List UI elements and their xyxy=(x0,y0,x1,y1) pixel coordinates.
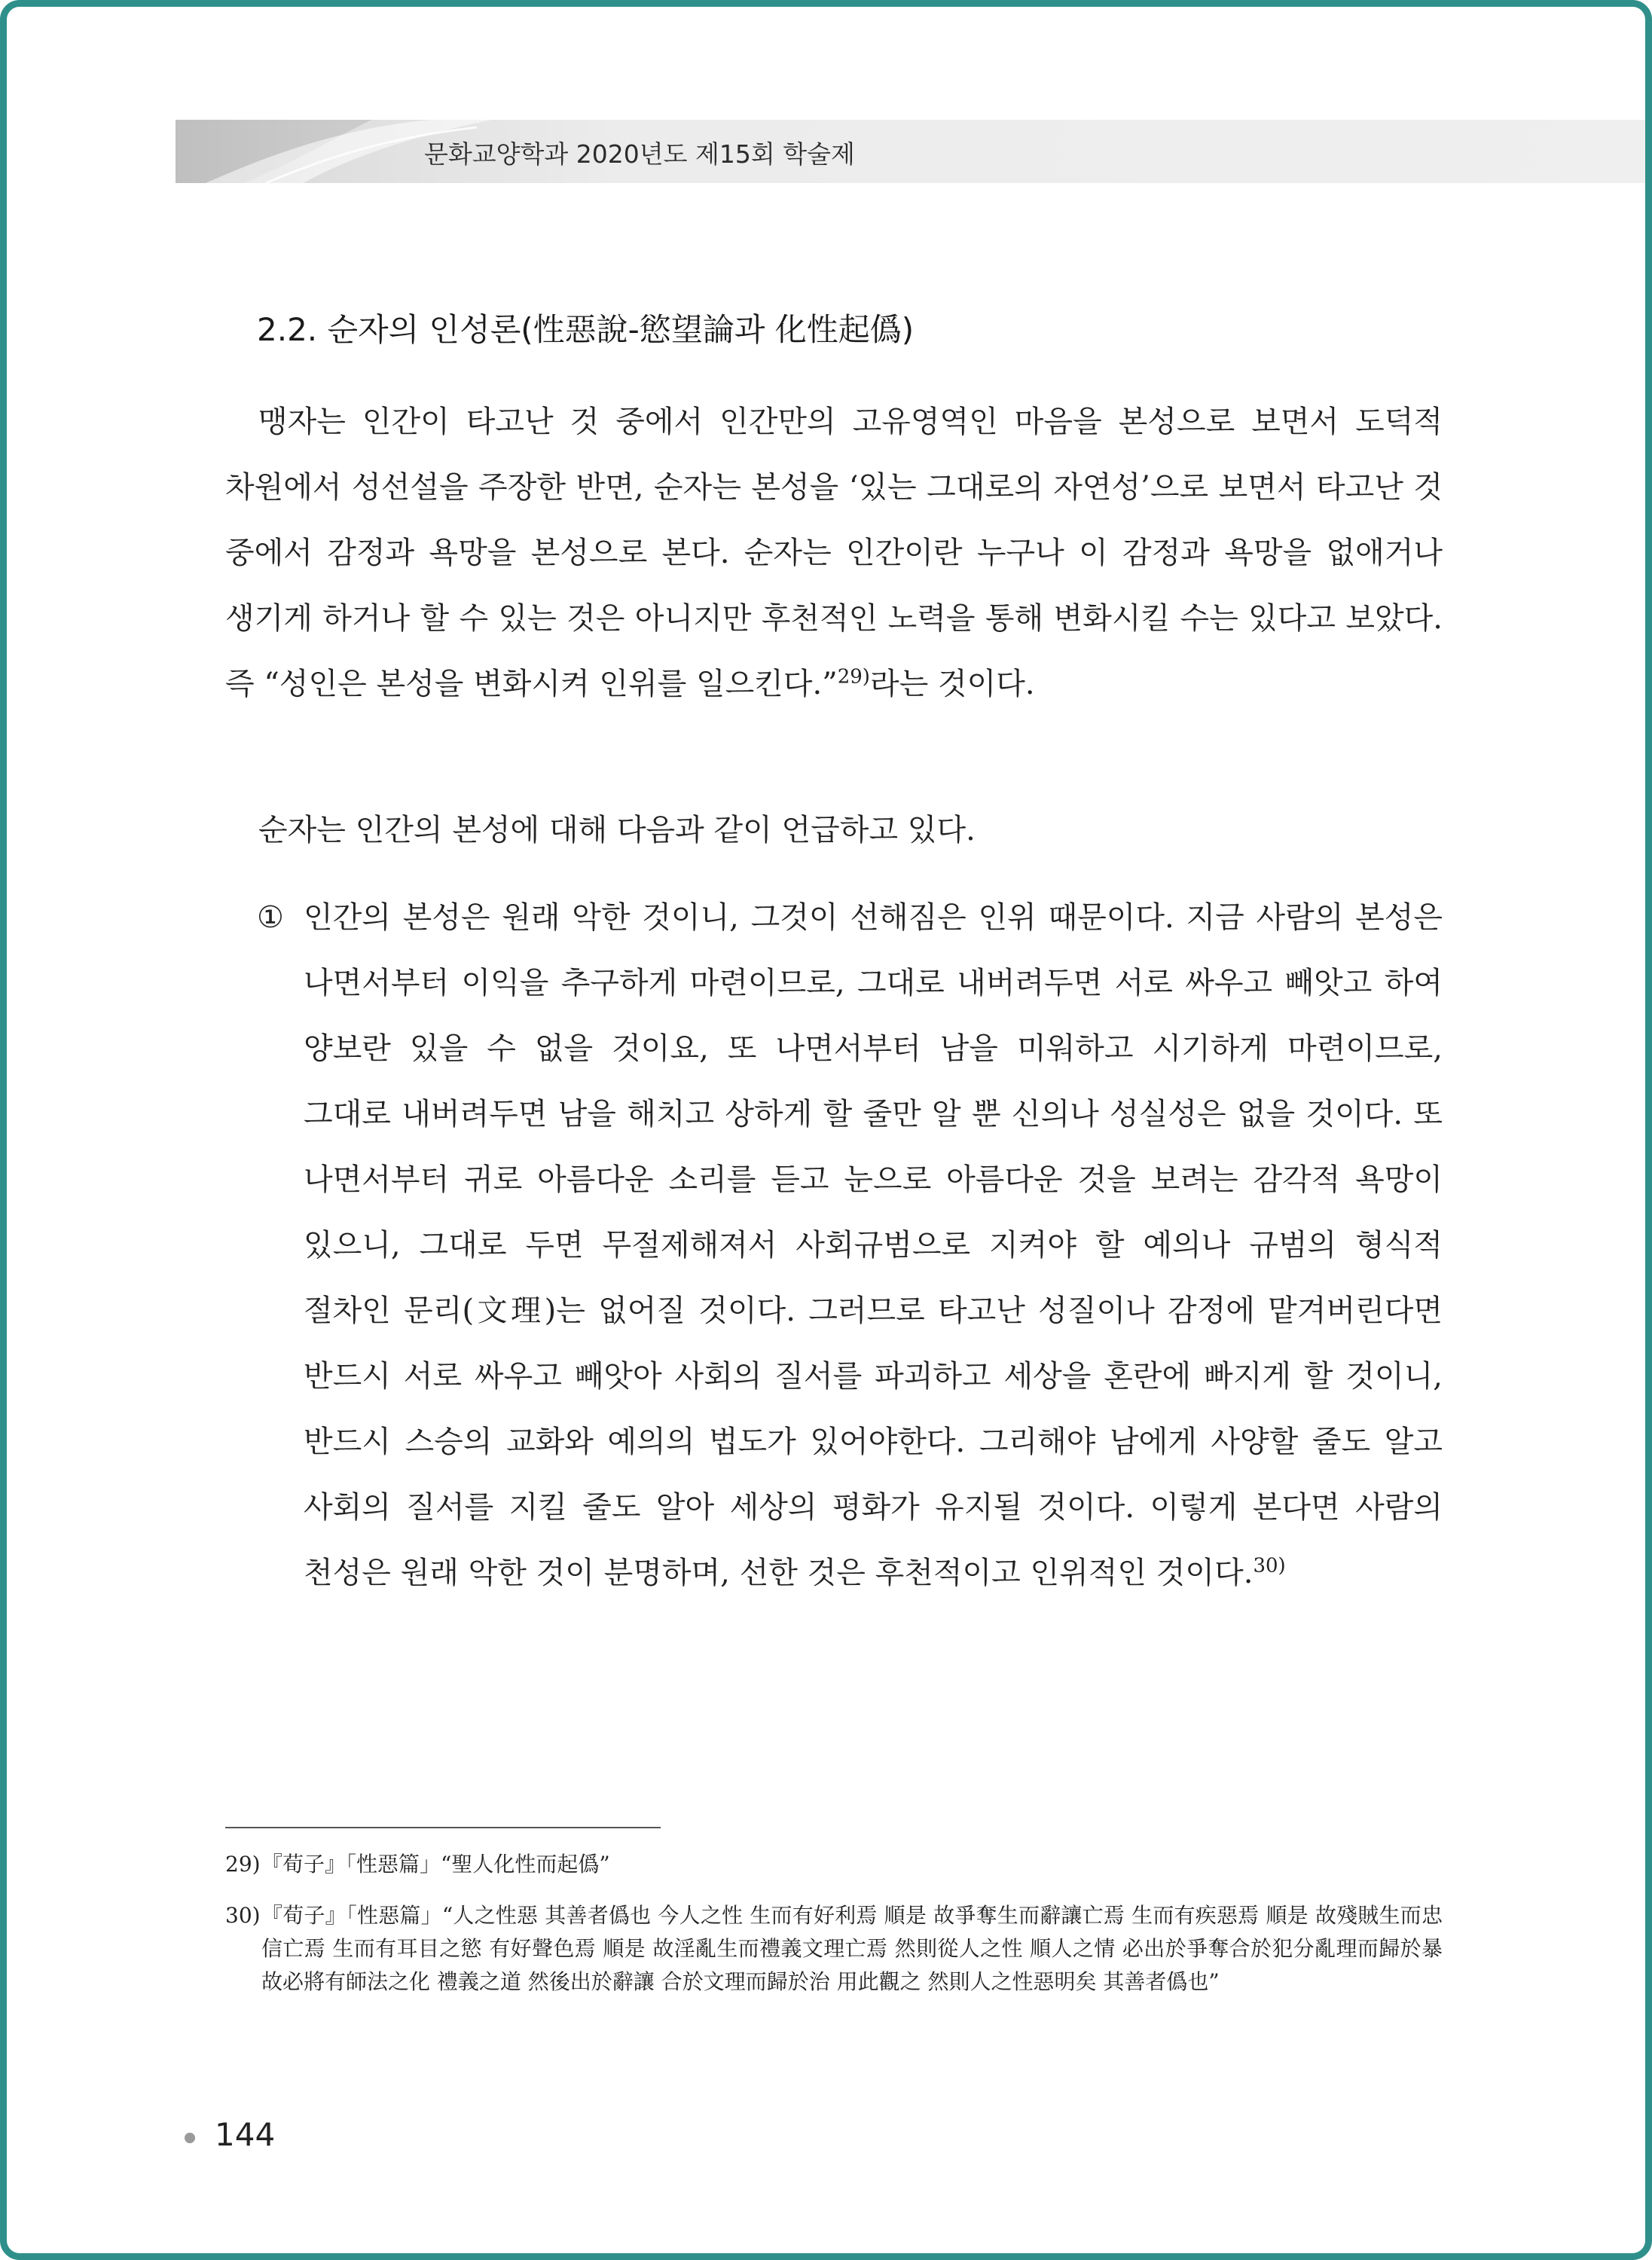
footnote-text: 『荀子』「性惡篇」“人之性惡 其善者僞也 今人之性 生而有好利焉 順是 故爭奪生而辭讓亡焉 生而有疾惡焉 順是 故殘賊生而忠信亡焉 生而有耳目之慾 有好聲色焉 順是 故淫亂生而禮義文理亡焉 然則從人之性 順人之情 必出於爭奪合於犯分亂理而歸於暴 故必將有師法之化 禮義之道 然後出於辭讓 合於文理而歸於治 用此觀之 然則人之性惡明矣 其善者僞也” xyxy=(261,1903,1443,1994)
body-paragraph-2: 순자는 인간의 본성에 대해 다음과 같이 언급하고 있다. xyxy=(258,813,976,848)
footnote-text: 『荀子』「性惡篇」“聖人化性而起僞” xyxy=(261,1852,610,1877)
quoted-passage xyxy=(257,885,1443,1606)
quote-text: 인간의 본성은 원래 악한 것이니, 그것이 선해짐은 인위 때문이다. 지금 사람의 본성은 나면서부터 이익을 추구하게 마련이므로, 그대로 내버려두면 서로 싸우고 빼앗고 하여 양보란 있을 수 없을 것이요, 또 나면서부터 남을 미워하고 시기하게 마련이므로, 그대로 내버려두면 남을 해치고 상하게 할 줄만 알 뿐 신의나 성실성은 없을 것이다. 또 나면서부터 귀로 아름다운 소리를 듣고 눈으로 아름다운 것을 보려는 감각적 욕망이 있으니, 그대로 두면 무절제해져서 사회규범으로 지켜야 할 예의나 규범의 형식적 절차인 문리(文理)는 없어질 것이다. 그러므로 타고난 성질이나 감정에 맡겨버린다면 반드시 서로 싸우고 빼앗아 사회의 질서를 파괴하고 세상을 혼란에 빠지게 할 것이니, 반드시 스승의 교화와 예의의 법도가 있어야한다. 그리해야 남에게 사양할 줄도 알고 사회의 질서를 지킬 줄도 알아 세상의 평화가 유지될 것이다. 이렇게 본다면 사람의 천성은 원래 악한 것이 분명하며, 선한 것은 후천적이고 인위적인 것이다. xyxy=(304,900,1443,1590)
footnote-29 xyxy=(225,1848,1443,1881)
footnote-divider xyxy=(225,1827,661,1828)
footnote-number: 30) xyxy=(225,1903,261,1928)
running-header xyxy=(176,120,1652,183)
footnote-ref-30[interactable]: 30) xyxy=(1253,1554,1286,1577)
header-title: 문화교양학과 2020년도 제15회 학술제 xyxy=(424,139,855,169)
section-heading: 2.2. 순자의 인성론(性惡說-慾望論과 化性起僞) xyxy=(257,311,915,348)
quote-marker: ① xyxy=(257,900,284,935)
footnote-30 xyxy=(225,1899,1443,1999)
quote-body xyxy=(304,885,1443,1606)
page-number: 144 xyxy=(215,2116,276,2153)
paragraph-1-text: 맹자는 인간이 타고난 것 중에서 인간만의 고유영역인 마음을 본성으로 보면서 도덕적 차원에서 성선설을 주장한 반면, 순자는 본성을 ‘있는 그대로의 자연성’으로 보면서 타고난 것 중에서 감정과 욕망을 본성으로 본다. 순자는 인간이란 누구나 이 감정과 욕망을 없애거나 생기게 하거나 할 수 있는 것은 아니지만 후천적인 노력을 통해 변화시킬 수는 있다고 보았다. 즉 “성인은 본성을 변화시켜 인위를 일으킨다.” xyxy=(225,405,1443,701)
paragraph-1-tail: 라는 것이다. xyxy=(869,667,1035,701)
page-dot-icon xyxy=(185,2133,195,2143)
footnote-ref-29[interactable]: 29) xyxy=(837,665,870,689)
footnote-number: 29) xyxy=(225,1852,261,1877)
body-paragraph-1 xyxy=(225,389,1443,717)
